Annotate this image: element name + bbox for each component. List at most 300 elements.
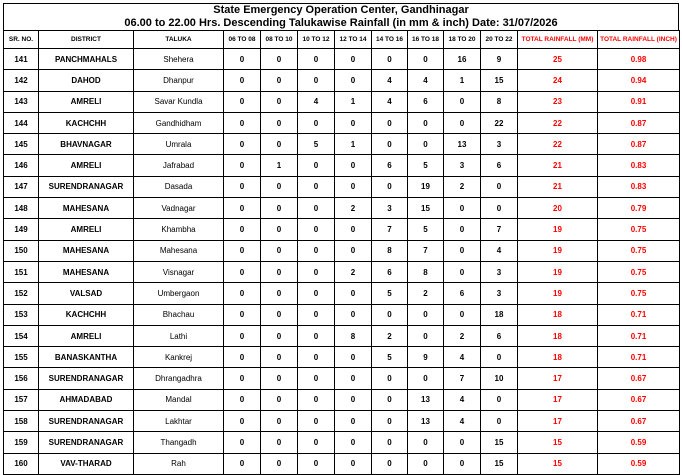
- rain-06-08-cell: 0: [224, 432, 261, 453]
- rain-14-16-cell: 0: [372, 453, 408, 474]
- taluka-cell: Dhrangadhra: [134, 368, 224, 389]
- rain-12-14-cell: 0: [335, 432, 372, 453]
- taluka-cell: Umrala: [134, 134, 224, 155]
- total-mm-cell: 17: [518, 411, 598, 432]
- table-row: [4, 304, 680, 325]
- rain-18-20-cell: 0: [444, 198, 481, 219]
- rain-20-22-cell: 7: [481, 219, 518, 240]
- total-mm-cell: 19: [518, 240, 598, 261]
- header-sr-no: SR. NO.: [4, 31, 39, 49]
- rain-08-10-cell: 0: [261, 347, 298, 368]
- rain-06-08-cell: 0: [224, 70, 261, 91]
- rain-16-18-cell: 4: [408, 70, 444, 91]
- table-body: [4, 49, 680, 475]
- sr-no-cell: 145: [4, 134, 39, 155]
- rain-12-14-cell: 0: [335, 283, 372, 304]
- rain-12-14-cell: 0: [335, 240, 372, 261]
- rain-12-14-cell: 2: [335, 261, 372, 282]
- rain-18-20-cell: 16: [444, 49, 481, 70]
- rain-14-16-cell: 8: [372, 240, 408, 261]
- rain-16-18-cell: 6: [408, 91, 444, 112]
- sr-no-cell: 141: [4, 49, 39, 70]
- total-mm-cell: 25: [518, 49, 598, 70]
- taluka-cell: Khambha: [134, 219, 224, 240]
- rain-14-16-cell: 7: [372, 219, 408, 240]
- rain-06-08-cell: 0: [224, 176, 261, 197]
- district-cell: PANCHMAHALS: [39, 49, 134, 70]
- total-inch-cell: 0.59: [598, 453, 680, 474]
- total-inch-cell: 0.67: [598, 368, 680, 389]
- total-mm-cell: 19: [518, 261, 598, 282]
- total-mm-cell: 22: [518, 112, 598, 133]
- rain-18-20-cell: 0: [444, 112, 481, 133]
- rain-08-10-cell: 0: [261, 453, 298, 474]
- rain-06-08-cell: 0: [224, 261, 261, 282]
- rain-16-18-cell: 0: [408, 325, 444, 346]
- rain-10-12-cell: 4: [298, 91, 335, 112]
- rain-10-12-cell: 0: [298, 453, 335, 474]
- rain-18-20-cell: 7: [444, 368, 481, 389]
- sr-no-cell: 143: [4, 91, 39, 112]
- total-inch-cell: 0.91: [598, 91, 680, 112]
- sr-no-cell: 150: [4, 240, 39, 261]
- header-18-to-20: 18 TO 20: [444, 31, 481, 49]
- rain-20-22-cell: 0: [481, 198, 518, 219]
- table-row: [4, 70, 680, 91]
- rainfall-report: [3, 3, 679, 475]
- rain-20-22-cell: 3: [481, 134, 518, 155]
- header-total-inch: TOTAL RAINFALL (INCH): [598, 31, 680, 49]
- table-row: [4, 347, 680, 368]
- total-inch-cell: 0.98: [598, 49, 680, 70]
- sr-no-cell: 148: [4, 198, 39, 219]
- rain-20-22-cell: 6: [481, 155, 518, 176]
- taluka-cell: Dhanpur: [134, 70, 224, 91]
- rain-16-18-cell: 15: [408, 198, 444, 219]
- total-mm-cell: 17: [518, 389, 598, 410]
- total-mm-cell: 19: [518, 283, 598, 304]
- district-cell: KACHCHH: [39, 304, 134, 325]
- rain-14-16-cell: 0: [372, 432, 408, 453]
- sr-no-cell: 152: [4, 283, 39, 304]
- total-mm-cell: 18: [518, 304, 598, 325]
- rain-16-18-cell: 0: [408, 112, 444, 133]
- taluka-cell: Thangadh: [134, 432, 224, 453]
- rain-12-14-cell: 0: [335, 347, 372, 368]
- sr-no-cell: 153: [4, 304, 39, 325]
- total-inch-cell: 0.83: [598, 155, 680, 176]
- header-20-to-22: 20 TO 22: [481, 31, 518, 49]
- rain-20-22-cell: 4: [481, 240, 518, 261]
- rain-06-08-cell: 0: [224, 91, 261, 112]
- rain-14-16-cell: 0: [372, 304, 408, 325]
- rain-18-20-cell: 0: [444, 240, 481, 261]
- rain-06-08-cell: 0: [224, 411, 261, 432]
- rain-18-20-cell: 2: [444, 325, 481, 346]
- rain-20-22-cell: 15: [481, 70, 518, 91]
- rain-12-14-cell: 0: [335, 411, 372, 432]
- total-mm-cell: 22: [518, 134, 598, 155]
- table-row: [4, 198, 680, 219]
- rain-10-12-cell: 0: [298, 219, 335, 240]
- total-inch-cell: 0.75: [598, 283, 680, 304]
- report-title-block: [3, 3, 679, 30]
- table-row: [4, 240, 680, 261]
- rain-18-20-cell: 0: [444, 453, 481, 474]
- sr-no-cell: 160: [4, 453, 39, 474]
- table-row: [4, 176, 680, 197]
- rain-14-16-cell: 0: [372, 368, 408, 389]
- rain-18-20-cell: 0: [444, 91, 481, 112]
- rain-20-22-cell: 15: [481, 453, 518, 474]
- table-row: [4, 368, 680, 389]
- total-mm-cell: 18: [518, 325, 598, 346]
- rain-20-22-cell: 15: [481, 432, 518, 453]
- total-inch-cell: 0.75: [598, 240, 680, 261]
- district-cell: AMRELI: [39, 155, 134, 176]
- rain-14-16-cell: 4: [372, 91, 408, 112]
- rain-16-18-cell: 13: [408, 389, 444, 410]
- rain-10-12-cell: 0: [298, 347, 335, 368]
- taluka-cell: Dasada: [134, 176, 224, 197]
- rain-12-14-cell: 0: [335, 368, 372, 389]
- total-inch-cell: 0.94: [598, 70, 680, 91]
- rain-10-12-cell: 0: [298, 411, 335, 432]
- rain-16-18-cell: 19: [408, 176, 444, 197]
- rain-08-10-cell: 0: [261, 368, 298, 389]
- rain-18-20-cell: 0: [444, 304, 481, 325]
- taluka-cell: Lathi: [134, 325, 224, 346]
- taluka-cell: Mandal: [134, 389, 224, 410]
- rain-10-12-cell: 0: [298, 240, 335, 261]
- taluka-cell: Jafrabad: [134, 155, 224, 176]
- district-cell: SURENDRANAGAR: [39, 368, 134, 389]
- sr-no-cell: 149: [4, 219, 39, 240]
- total-mm-cell: 24: [518, 70, 598, 91]
- rain-18-20-cell: 0: [444, 219, 481, 240]
- district-cell: AMRELI: [39, 325, 134, 346]
- rain-08-10-cell: 1: [261, 155, 298, 176]
- rain-16-18-cell: 8: [408, 261, 444, 282]
- rain-08-10-cell: 0: [261, 411, 298, 432]
- total-inch-cell: 0.71: [598, 325, 680, 346]
- rain-18-20-cell: 4: [444, 411, 481, 432]
- rain-10-12-cell: 0: [298, 112, 335, 133]
- rain-12-14-cell: 0: [335, 112, 372, 133]
- rain-10-12-cell: 0: [298, 325, 335, 346]
- rain-10-12-cell: 0: [298, 304, 335, 325]
- rain-08-10-cell: 0: [261, 389, 298, 410]
- rain-10-12-cell: 0: [298, 261, 335, 282]
- rain-08-10-cell: 0: [261, 283, 298, 304]
- total-mm-cell: 19: [518, 219, 598, 240]
- rain-14-16-cell: 6: [372, 155, 408, 176]
- taluka-cell: Kankrej: [134, 347, 224, 368]
- rain-08-10-cell: 0: [261, 91, 298, 112]
- header-district: DISTRICT: [39, 31, 134, 49]
- rain-20-22-cell: 18: [481, 304, 518, 325]
- total-inch-cell: 0.71: [598, 304, 680, 325]
- rain-12-14-cell: 0: [335, 70, 372, 91]
- district-cell: AHMADABAD: [39, 389, 134, 410]
- rain-20-22-cell: 3: [481, 283, 518, 304]
- rain-10-12-cell: 0: [298, 283, 335, 304]
- sr-no-cell: 156: [4, 368, 39, 389]
- rain-12-14-cell: 0: [335, 49, 372, 70]
- table-row: [4, 411, 680, 432]
- rain-20-22-cell: 0: [481, 389, 518, 410]
- rain-10-12-cell: 0: [298, 49, 335, 70]
- rain-06-08-cell: 0: [224, 198, 261, 219]
- district-cell: AMRELI: [39, 91, 134, 112]
- taluka-cell: Shehera: [134, 49, 224, 70]
- table-row: [4, 325, 680, 346]
- total-inch-cell: 0.59: [598, 432, 680, 453]
- rain-20-22-cell: 0: [481, 411, 518, 432]
- rain-18-20-cell: 3: [444, 155, 481, 176]
- rainfall-table: [3, 30, 680, 475]
- total-inch-cell: 0.75: [598, 261, 680, 282]
- rain-06-08-cell: 0: [224, 389, 261, 410]
- rain-08-10-cell: 0: [261, 325, 298, 346]
- total-mm-cell: 20: [518, 198, 598, 219]
- rain-16-18-cell: 0: [408, 368, 444, 389]
- sr-no-cell: 159: [4, 432, 39, 453]
- rain-16-18-cell: 0: [408, 134, 444, 155]
- rain-08-10-cell: 0: [261, 176, 298, 197]
- rain-08-10-cell: 0: [261, 219, 298, 240]
- district-cell: SURENDRANAGAR: [39, 411, 134, 432]
- district-cell: SURENDRANAGAR: [39, 176, 134, 197]
- rain-10-12-cell: 0: [298, 368, 335, 389]
- taluka-cell: Savar Kundla: [134, 91, 224, 112]
- rain-16-18-cell: 0: [408, 304, 444, 325]
- rain-18-20-cell: 13: [444, 134, 481, 155]
- rain-10-12-cell: 5: [298, 134, 335, 155]
- taluka-cell: Lakhtar: [134, 411, 224, 432]
- rain-18-20-cell: 4: [444, 389, 481, 410]
- rain-08-10-cell: 0: [261, 240, 298, 261]
- rain-16-18-cell: 5: [408, 155, 444, 176]
- header-total-mm: TOTAL RAINFALL (MM): [518, 31, 598, 49]
- rain-12-14-cell: 1: [335, 134, 372, 155]
- table-row: [4, 112, 680, 133]
- rain-12-14-cell: 0: [335, 219, 372, 240]
- taluka-cell: Mahesana: [134, 240, 224, 261]
- table-header-row: [4, 31, 680, 49]
- sr-no-cell: 157: [4, 389, 39, 410]
- rain-16-18-cell: 2: [408, 283, 444, 304]
- rain-18-20-cell: 1: [444, 70, 481, 91]
- rain-16-18-cell: 0: [408, 49, 444, 70]
- district-cell: MAHESANA: [39, 261, 134, 282]
- district-cell: VAV-THARAD: [39, 453, 134, 474]
- rain-14-16-cell: 3: [372, 198, 408, 219]
- sr-no-cell: 146: [4, 155, 39, 176]
- table-row: [4, 49, 680, 70]
- sr-no-cell: 147: [4, 176, 39, 197]
- total-mm-cell: 15: [518, 453, 598, 474]
- header-16-to-18: 16 TO 18: [408, 31, 444, 49]
- rain-06-08-cell: 0: [224, 112, 261, 133]
- rain-16-18-cell: 7: [408, 240, 444, 261]
- rain-10-12-cell: 0: [298, 198, 335, 219]
- header-14-to-16: 14 TO 16: [372, 31, 408, 49]
- rain-08-10-cell: 0: [261, 134, 298, 155]
- rain-06-08-cell: 0: [224, 347, 261, 368]
- rain-06-08-cell: 0: [224, 240, 261, 261]
- rain-06-08-cell: 0: [224, 304, 261, 325]
- rain-14-16-cell: 0: [372, 49, 408, 70]
- rain-14-16-cell: 2: [372, 325, 408, 346]
- table-row: [4, 219, 680, 240]
- rain-06-08-cell: 0: [224, 134, 261, 155]
- rain-14-16-cell: 5: [372, 283, 408, 304]
- rain-16-18-cell: 13: [408, 411, 444, 432]
- total-inch-cell: 0.87: [598, 134, 680, 155]
- table-row: [4, 91, 680, 112]
- rain-20-22-cell: 8: [481, 91, 518, 112]
- rain-08-10-cell: 0: [261, 49, 298, 70]
- district-cell: SURENDRANAGAR: [39, 432, 134, 453]
- sr-no-cell: 158: [4, 411, 39, 432]
- taluka-cell: Umbergaon: [134, 283, 224, 304]
- total-inch-cell: 0.79: [598, 198, 680, 219]
- sr-no-cell: 144: [4, 112, 39, 133]
- district-cell: AMRELI: [39, 219, 134, 240]
- total-mm-cell: 21: [518, 176, 598, 197]
- rain-08-10-cell: 0: [261, 198, 298, 219]
- taluka-cell: Rah: [134, 453, 224, 474]
- total-mm-cell: 17: [518, 368, 598, 389]
- rain-14-16-cell: 0: [372, 389, 408, 410]
- header-taluka: TALUKA: [134, 31, 224, 49]
- header-12-to-14: 12 TO 14: [335, 31, 372, 49]
- rain-16-18-cell: 0: [408, 432, 444, 453]
- rain-14-16-cell: 6: [372, 261, 408, 282]
- rain-08-10-cell: 0: [261, 261, 298, 282]
- taluka-cell: Gandhidham: [134, 112, 224, 133]
- rain-12-14-cell: 0: [335, 389, 372, 410]
- table-row: [4, 432, 680, 453]
- header-10-to-12: 10 TO 12: [298, 31, 335, 49]
- header-08-to-10: 08 TO 10: [261, 31, 298, 49]
- rain-12-14-cell: 8: [335, 325, 372, 346]
- table-row: [4, 261, 680, 282]
- district-cell: VALSAD: [39, 283, 134, 304]
- report-subtitle: 06.00 to 22.00 Hrs. Descending Talukawise Rainfall (in mm & inch) Date: 31/07/2026: [124, 17, 558, 29]
- table-row: [4, 134, 680, 155]
- district-cell: DAHOD: [39, 70, 134, 91]
- table-row: [4, 389, 680, 410]
- taluka-cell: Visnagar: [134, 261, 224, 282]
- rain-20-22-cell: 22: [481, 112, 518, 133]
- rain-08-10-cell: 0: [261, 432, 298, 453]
- rain-06-08-cell: 0: [224, 325, 261, 346]
- rain-14-16-cell: 0: [372, 112, 408, 133]
- rain-16-18-cell: 9: [408, 347, 444, 368]
- rain-06-08-cell: 0: [224, 368, 261, 389]
- rain-20-22-cell: 0: [481, 347, 518, 368]
- rain-16-18-cell: 0: [408, 453, 444, 474]
- rain-20-22-cell: 3: [481, 261, 518, 282]
- rain-12-14-cell: 1: [335, 91, 372, 112]
- rain-10-12-cell: 0: [298, 176, 335, 197]
- rain-06-08-cell: 0: [224, 453, 261, 474]
- table-row: [4, 453, 680, 474]
- total-inch-cell: 0.71: [598, 347, 680, 368]
- rain-18-20-cell: 0: [444, 261, 481, 282]
- total-mm-cell: 23: [518, 91, 598, 112]
- rain-10-12-cell: 0: [298, 432, 335, 453]
- rain-06-08-cell: 0: [224, 155, 261, 176]
- district-cell: BANASKANTHA: [39, 347, 134, 368]
- rain-12-14-cell: 2: [335, 198, 372, 219]
- sr-no-cell: 151: [4, 261, 39, 282]
- total-mm-cell: 15: [518, 432, 598, 453]
- rain-08-10-cell: 0: [261, 70, 298, 91]
- header-06-to-08: 06 TO 08: [224, 31, 261, 49]
- rain-12-14-cell: 0: [335, 176, 372, 197]
- rain-20-22-cell: 6: [481, 325, 518, 346]
- rain-12-14-cell: 0: [335, 453, 372, 474]
- rain-18-20-cell: 2: [444, 176, 481, 197]
- rain-20-22-cell: 9: [481, 49, 518, 70]
- report-title: State Emergency Operation Center, Gandhinagar: [213, 4, 469, 16]
- district-cell: MAHESANA: [39, 198, 134, 219]
- total-mm-cell: 21: [518, 155, 598, 176]
- rain-06-08-cell: 0: [224, 49, 261, 70]
- total-inch-cell: 0.87: [598, 112, 680, 133]
- rain-20-22-cell: 0: [481, 176, 518, 197]
- sr-no-cell: 142: [4, 70, 39, 91]
- rain-08-10-cell: 0: [261, 112, 298, 133]
- rain-18-20-cell: 0: [444, 432, 481, 453]
- taluka-cell: Bhachau: [134, 304, 224, 325]
- table-row: [4, 155, 680, 176]
- rain-18-20-cell: 4: [444, 347, 481, 368]
- sr-no-cell: 155: [4, 347, 39, 368]
- rain-14-16-cell: 4: [372, 70, 408, 91]
- rain-08-10-cell: 0: [261, 304, 298, 325]
- table-row: [4, 283, 680, 304]
- rain-12-14-cell: 0: [335, 155, 372, 176]
- total-inch-cell: 0.83: [598, 176, 680, 197]
- district-cell: KACHCHH: [39, 112, 134, 133]
- rain-10-12-cell: 0: [298, 70, 335, 91]
- rain-12-14-cell: 0: [335, 304, 372, 325]
- rain-06-08-cell: 0: [224, 283, 261, 304]
- total-mm-cell: 18: [518, 347, 598, 368]
- rain-10-12-cell: 0: [298, 389, 335, 410]
- rain-20-22-cell: 10: [481, 368, 518, 389]
- district-cell: MAHESANA: [39, 240, 134, 261]
- rain-06-08-cell: 0: [224, 219, 261, 240]
- rain-14-16-cell: 0: [372, 411, 408, 432]
- sr-no-cell: 154: [4, 325, 39, 346]
- rain-10-12-cell: 0: [298, 155, 335, 176]
- rain-14-16-cell: 0: [372, 134, 408, 155]
- total-inch-cell: 0.67: [598, 411, 680, 432]
- taluka-cell: Vadnagar: [134, 198, 224, 219]
- rain-18-20-cell: 6: [444, 283, 481, 304]
- rain-16-18-cell: 5: [408, 219, 444, 240]
- total-inch-cell: 0.75: [598, 219, 680, 240]
- total-inch-cell: 0.67: [598, 389, 680, 410]
- district-cell: BHAVNAGAR: [39, 134, 134, 155]
- rain-14-16-cell: 0: [372, 176, 408, 197]
- rain-14-16-cell: 5: [372, 347, 408, 368]
